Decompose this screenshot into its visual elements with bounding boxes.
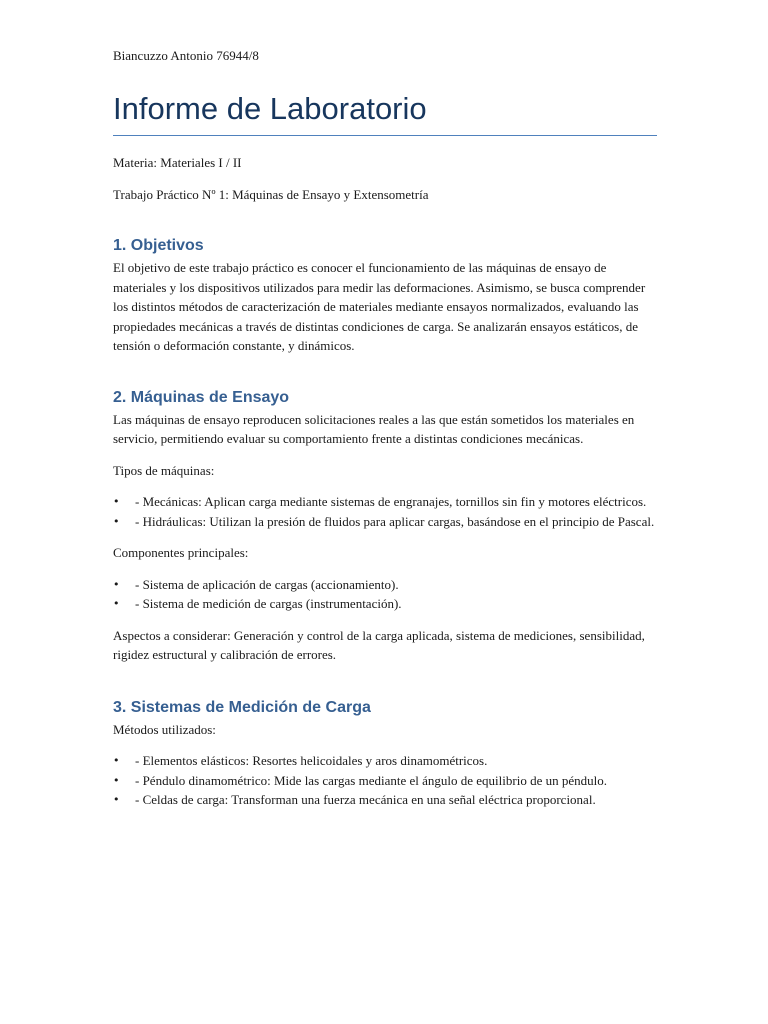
list-item-text: - Sistema de aplicación de cargas (accionamiento). xyxy=(135,576,399,592)
bullet-icon: • xyxy=(113,597,120,610)
list-item xyxy=(113,512,657,532)
list-item xyxy=(113,771,657,791)
list-item xyxy=(113,594,657,614)
list-item xyxy=(113,790,657,810)
componentes-label: Componentes principales: xyxy=(113,545,249,560)
section-heading-maquinas: 2. Máquinas de Ensayo xyxy=(113,388,290,406)
bullet-icon: • xyxy=(113,577,120,591)
bullet-icon: • xyxy=(113,514,120,528)
list-item xyxy=(113,751,657,771)
list-item-text: - Mecánicas: Aplican carga mediante sistemas de engranajes, tornillos sin fin y motores eléctricos. xyxy=(135,494,647,509)
list-item xyxy=(113,575,657,595)
list-item-text: - Péndulo dinamométrico: Mide las cargas mediante el ángulo de equilibrio de un péndulo. xyxy=(135,772,607,788)
tipos-list xyxy=(113,492,657,531)
document-title: Informe de Laboratorio xyxy=(113,89,657,136)
trabajo-line: Trabajo Práctico Nº 1: Máquinas de Ensayo y Extensometría xyxy=(113,186,429,202)
maquinas-paragraph: Las máquinas de ensayo reproducen solicitaciones reales a las que están sometidos los materiales en servicio, permitiendo evaluar su comportamiento frente a distintas condiciones mecánicas. xyxy=(113,411,635,446)
list-item-text: - Elementos elásticos: Resortes helicoidales y aros dinamométricos. xyxy=(135,753,488,768)
section-heading-medicion: 3. Sistemas de Medición de Carga xyxy=(113,698,371,716)
tipos-label: Tipos de máquinas: xyxy=(113,462,215,478)
section-heading-objetivos: 1. Objetivos xyxy=(113,237,204,254)
materia-line: Materia: Materiales I / II xyxy=(113,155,242,170)
document-page xyxy=(113,46,657,810)
list-item xyxy=(113,492,657,512)
metodos-label: Métodos utilizados: xyxy=(113,721,216,737)
bullet-icon: • xyxy=(113,754,120,767)
bullet-icon: • xyxy=(113,773,120,787)
list-item-text: - Celdas de carga: Transforman una fuerza mecánica en una señal eléctrica proporcional. xyxy=(135,792,596,807)
list-item-text: - Hidráulicas: Utilizan la presión de fluidos para aplicar cargas, basándose en el principio de Pascal. xyxy=(135,513,655,529)
componentes-list xyxy=(113,575,657,614)
bullet-icon: • xyxy=(113,495,120,508)
bullet-icon: • xyxy=(113,793,120,806)
objetivos-paragraph: El objetivo de este trabajo práctico es conocer el funcionamiento de las máquinas de ensayo de materiales y los dispositivos utilizados para medir las deformaciones. Asimismo, se busca comprender los distintos métodos de caracterización de materiales mediante ensayos normalizados, evaluando las propiedades mecánicas a través de distintas condiciones de carga. Se analizarán ensayos estáticos, de tensión o deformación constante, y dinámicos. xyxy=(113,260,646,353)
author-line: Biancuzzo Antonio 76944/8 xyxy=(113,48,259,63)
metodos-list xyxy=(113,751,657,810)
list-item-text: - Sistema de medición de cargas (instrumentación). xyxy=(135,596,402,611)
aspectos-paragraph: Aspectos a considerar: Generación y control de la carga aplicada, sistema de mediciones, sensibilidad, rigidez estructural y calibración de errores. xyxy=(113,627,645,662)
